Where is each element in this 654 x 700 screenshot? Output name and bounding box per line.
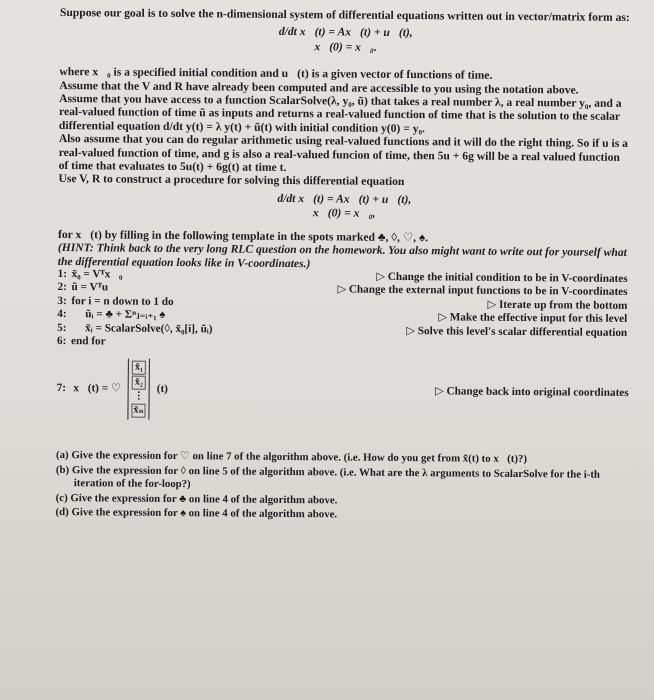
system-equations-2 [58,190,630,223]
question-list [56,449,629,525]
line-comment [627,340,629,354]
system2-eq-2: x⃗(0) = x⃗₀, [312,206,376,221]
vector-ellipsis: ⋮ [133,391,144,403]
line-code: for i = n down to 1 do [71,295,174,308]
algorithm-block [56,268,629,434]
line-comment: ▷ Solve this level's scalar differential equation [406,324,628,339]
fill-paragraph: for x⃗(t) by filling in the following template in the spots marked ♣, ◊, ♡, ♠. [57,227,429,244]
line-number: 4: [57,308,67,321]
vector-entry: x̃ₙ [131,404,145,418]
question-b: (b) Give the expression for ◊ on line 5 of the algorithm above. (i.e. What are the λ arguments to ScalarSolve for the i-th iteration of the for-loop?) [55,463,601,491]
problem-text [56,6,632,526]
vector-entry: x̃₂ [132,376,146,390]
line-comment: ▷ Change the initial condition to be in V-coordinates [376,270,628,285]
algorithm-line-7 [56,349,629,434]
line-code: x̃ᵢ = ScalarSolve(◊, x̃₀[i], ũᵢ) [85,322,213,336]
line-number: 3: [57,294,67,307]
system-eq-1: d/dt x⃗(t) = Ax⃗(t) + u⃗(t), [278,25,413,40]
question-d: (d) Give the expression for ♠ on line 4 of the algorithm above. [55,506,338,521]
line-number: 6: [57,335,67,348]
assume-arith-paragraph: Also assume that you can do regular arithmetic using real-valued functions and it will do the right thing. So if u is a real-valued function of time, and g is also a real-valued funcion of time, then 5u + 6g will be a real valued function of time that evaluates to 5u(t) + 6g(t) at time t. [58,132,629,175]
line-comment: ▷ Change back into original coordinates [435,385,629,400]
time-argument: (t) [156,383,168,396]
line-code: x̃₀ = Vᵀx⃗₀ [71,268,123,281]
line-number: 2: [57,281,67,294]
vector-entry: x̃₁ [132,361,146,375]
assume-vr-paragraph: Assume that the V and R have already been computed and are accessible to you using the notation above. [59,78,579,97]
use-vr-paragraph: Use V, R to construct a procedure for solving this differential equation [58,172,405,189]
where-paragraph: where x⃗₀ is a specified initial condition and u⃗(t) is a given vector of functions of time. [59,65,493,82]
line-code: end for [71,335,106,348]
line-code: x⃗(t) = ♡ [73,382,121,396]
system-equations [60,23,632,56]
assume-scalar-paragraph: Assume that you have access to a function ScalarSolve(λ, y₀, ũ) that takes a real number λ, a real number y₀, and a real-valued function of time ũ as inputs and returns a real-valued function of time that is the solution to the scalar differential equation d/dt y(t) = λ y(t) + ũ(t) with initial condition y(0) = y₀. [58,92,622,136]
question-c: (c) Give the expression for ♣ on line 4 of the algorithm above. [55,491,338,507]
system-eq-2: x⃗(0) = x⃗₀. [314,40,377,54]
line-code: ũᵢ = ♣ + Σⁿⱼ₌ᵢ₊₁ ♠ [85,308,166,322]
system2-eq-1: d/dt x⃗(t) = Ax⃗(t) + u⃗(t), [277,191,412,206]
line-comment: ▷ Iterate up from the bottom [487,298,628,312]
question-a: (a) Give the expression for ♡ on line 7 of the algorithm above. (i.e. How do you get from x̃(t) to x⃗(t)?) [56,448,528,465]
line-comment: ▷ Make the effective input for this level [438,311,628,326]
intro-paragraph: Suppose our goal is to solve the n-dimensional system of differential equations written out in vector/matrix form as: [59,6,630,24]
hint-paragraph: (HINT: Think back to the very long RLC question on the homework. You also might want to write out for yourself what the differential equation looks like in V-coordinates.) [57,241,627,270]
line-number: 5: [57,321,67,334]
line-number: 1: [57,267,68,280]
line-comment: ▷ Change the external input functions to be in V-coordinates [337,283,628,299]
solution-vector [127,359,150,420]
line-number: 7: [56,382,67,395]
line-code: ũ = Vᵀu⃗ [71,281,117,294]
